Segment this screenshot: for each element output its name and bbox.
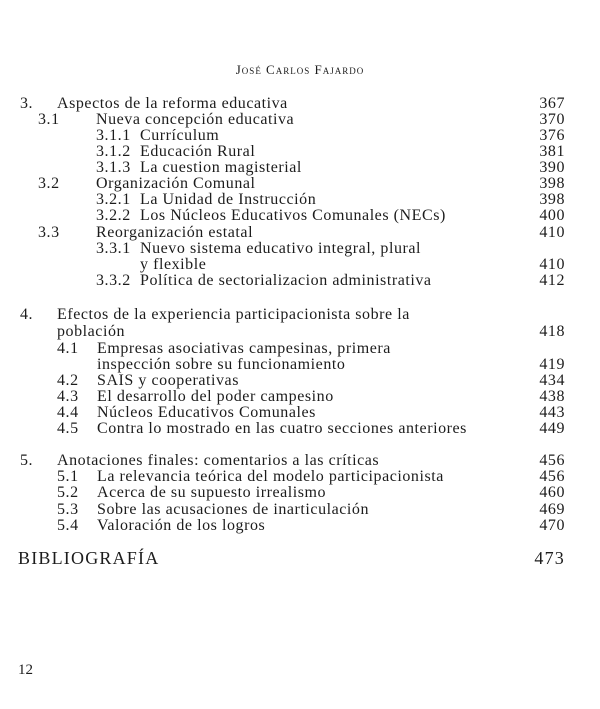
toc-entry-page: 456 xyxy=(539,452,565,469)
toc-entry-title: Anotaciones finales: comentarios a las críticas xyxy=(57,452,380,469)
toc-entry-page: 398 xyxy=(539,175,565,192)
toc-entry-title: Contra lo mostrado en las cuatro secciones anteriores xyxy=(97,420,467,437)
toc-entry-title: Organización Comunal xyxy=(96,175,256,192)
toc-entry-title: Nuevo sistema educativo integral, plural xyxy=(140,240,422,257)
toc-entry xyxy=(0,191,600,208)
toc-entry-page: 410 xyxy=(539,256,565,273)
toc-entry xyxy=(0,127,600,144)
toc-entry-page: 443 xyxy=(539,404,565,421)
toc-entry-title: inspección sobre su funcionamiento xyxy=(97,356,346,373)
toc-entry-title: Reorganización estatal xyxy=(96,224,254,241)
toc-entry-title: La cuestion magisterial xyxy=(140,159,302,176)
toc-entry xyxy=(0,240,600,257)
toc-entry-number: 3.3.2 xyxy=(96,272,131,289)
page-number: 12 xyxy=(18,662,33,678)
toc-entry-page: 398 xyxy=(539,191,565,208)
toc-entry-page: 449 xyxy=(539,420,565,437)
toc-entry xyxy=(0,372,600,389)
toc-entry xyxy=(0,111,600,128)
toc-entry-number: 4.4 xyxy=(57,404,79,421)
toc-entry xyxy=(0,517,600,534)
toc-entry-number: 5.3 xyxy=(57,501,79,518)
toc-entry-number: 4.5 xyxy=(57,420,79,437)
toc-entry-number: 3.1.1 xyxy=(96,127,131,144)
toc-entry-title: población xyxy=(57,323,126,340)
toc-entry-number: 5.2 xyxy=(57,484,79,501)
toc-entry-number: 3.1.3 xyxy=(96,159,131,176)
toc-entry xyxy=(0,420,600,437)
toc-entry xyxy=(0,256,600,273)
toc-entry-title: Política de sectorializacion administrativa xyxy=(140,272,432,289)
toc-entry-number: 5. xyxy=(20,452,34,469)
toc-entry-page: 418 xyxy=(539,323,565,340)
toc-entry-number: 4. xyxy=(20,306,34,323)
toc-entry xyxy=(0,175,600,192)
toc-entry-title: La Unidad de Instrucción xyxy=(140,191,317,208)
toc-entry-title: Valoración de los logros xyxy=(97,517,266,534)
toc-entry-title: Educación Rural xyxy=(140,143,256,160)
toc-entry xyxy=(0,550,600,567)
toc-entry xyxy=(0,224,600,241)
toc-entry xyxy=(0,323,600,340)
toc-entry-number: 4.1 xyxy=(57,340,79,357)
toc-entry-page: 381 xyxy=(539,143,565,160)
toc-entry-number: 3.2 xyxy=(38,175,60,192)
toc-entry-title: El desarrollo del poder campesino xyxy=(97,388,334,405)
toc-entry-page: 473 xyxy=(534,548,565,568)
toc-entry-number: 5.4 xyxy=(57,517,79,534)
toc-entry-number: 3.2.1 xyxy=(96,191,131,208)
toc-entry xyxy=(0,501,600,518)
toc-entry-title: Empresas asociativas campesinas, primera xyxy=(97,340,391,357)
running-head: José Carlos Fajardo xyxy=(235,62,365,77)
toc-entry-title: Aspectos de la reforma educativa xyxy=(57,95,288,112)
toc-entry-title: Efectos de la experiencia participacionista sobre la xyxy=(57,306,410,323)
toc-entry-title: Acerca de su supuesto irrealismo xyxy=(97,484,327,501)
toc-entry xyxy=(0,484,600,501)
toc-entry xyxy=(0,159,600,176)
toc-entry xyxy=(0,207,600,224)
toc-entry-number: 3.1 xyxy=(38,111,60,128)
toc-entry-title: Los Núcleos Educativos Comunales (NECs) xyxy=(140,207,446,224)
toc-entry-number: 3.3.1 xyxy=(96,240,131,257)
toc-entry-title: Núcleos Educativos Comunales xyxy=(97,404,316,421)
toc-entry xyxy=(0,340,600,357)
toc-entry-title: BIBLIOGRAFÍA xyxy=(18,548,160,568)
toc-entry-title: La relevancia teórica del modelo participacionista xyxy=(97,468,444,485)
toc-entry-page: 390 xyxy=(539,159,565,176)
toc-entry-page: 367 xyxy=(539,95,565,112)
toc-entry xyxy=(0,272,600,289)
toc-entry-page: 400 xyxy=(539,207,565,224)
toc-entry-number: 3. xyxy=(20,95,34,112)
toc-entry xyxy=(0,468,600,485)
toc-entry-page: 460 xyxy=(539,484,565,501)
toc-entry xyxy=(0,306,600,323)
toc-entry-page: 438 xyxy=(539,388,565,405)
toc-entry-number: 5.1 xyxy=(57,468,79,485)
toc-entry-page: 412 xyxy=(539,272,565,289)
toc-entry-page: 469 xyxy=(539,501,565,518)
toc-entry-title: Currículum xyxy=(140,127,220,144)
toc-entry-title: y flexible xyxy=(140,256,207,273)
toc-entry-number: 4.2 xyxy=(57,372,79,389)
toc-entry-page: 419 xyxy=(539,356,565,373)
toc-entry-number: 3.1.2 xyxy=(96,143,131,160)
toc-entry-page: 470 xyxy=(539,517,565,534)
toc-entry xyxy=(0,95,600,112)
toc-entry xyxy=(0,452,600,469)
toc-entry-page: 456 xyxy=(539,468,565,485)
toc-entry xyxy=(0,356,600,373)
toc-entry xyxy=(0,404,600,421)
toc-entry-page: 376 xyxy=(539,127,565,144)
toc-entry-title: Nueva concepción educativa xyxy=(96,111,295,128)
toc-entry-number: 3.3 xyxy=(38,224,60,241)
toc-entry-page: 410 xyxy=(539,224,565,241)
toc-entry xyxy=(0,143,600,160)
toc-entry-number: 3.2.2 xyxy=(96,207,131,224)
toc-entry-page: 370 xyxy=(539,111,565,128)
toc-entry-number: 4.3 xyxy=(57,388,79,405)
toc-entry-page: 434 xyxy=(539,372,565,389)
toc-entry xyxy=(0,388,600,405)
toc-entry-title: Sobre las acusaciones de inarticulación xyxy=(97,501,370,518)
toc-entry-title: SAIS y cooperativas xyxy=(97,372,239,389)
